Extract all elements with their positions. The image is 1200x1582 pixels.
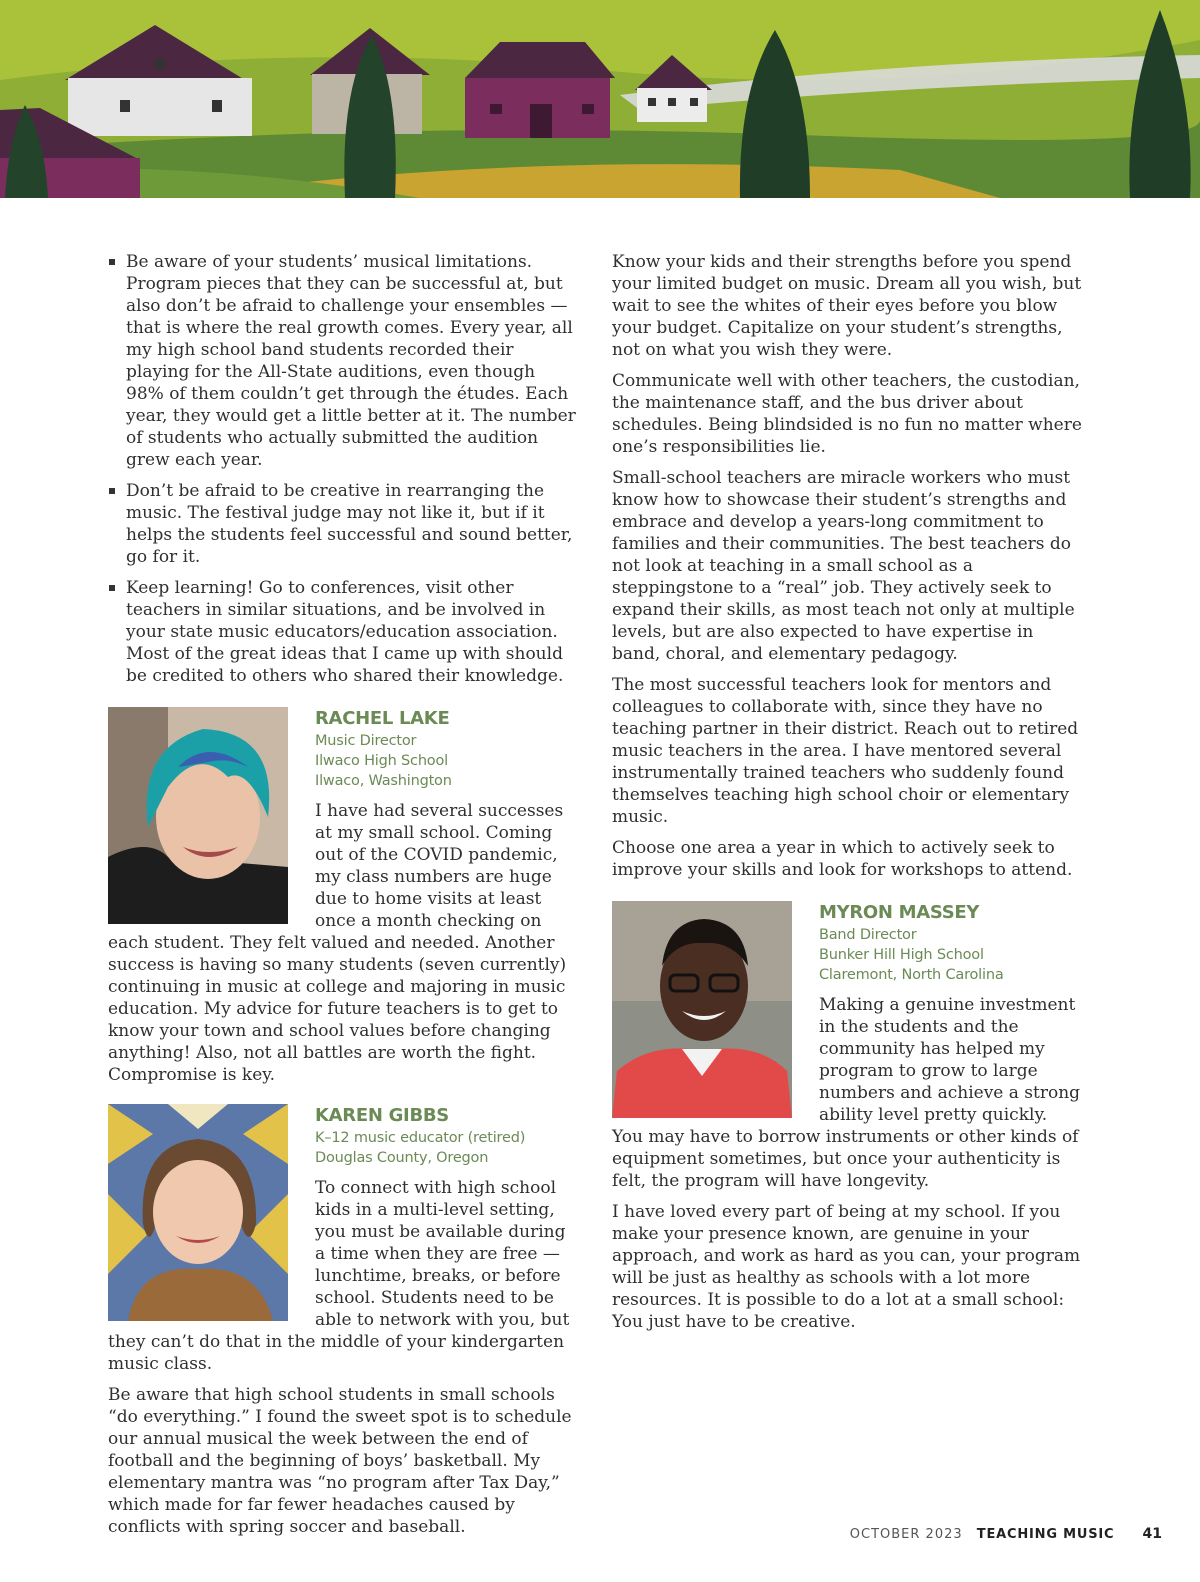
tip-item: Be aware of your students’ musical limitations. Program pieces that they can be successful at, but also don’t be afraid to challenge your ensembles — that is where the real growth comes. Every year, all my high school band students recorded their playing for the All-State auditions, even though 98% of them couldn’t get through the études. Each year, they would get a little better at it. The number of students who actually submitted the audition grew each year.: [108, 251, 578, 471]
profile-school: Bunker Hill High School: [819, 947, 984, 963]
profile-name: MYRON MASSEY: [819, 902, 980, 923]
body-paragraph: Be aware that high school students in small schools “do everything.” I found the sweet spot is to schedule our annual musical the week between the end of football and the beginning of boys’ basketball. My elementary mantra was “no program after Tax Day,” which made for far fewer headaches caused by conflicts with spring soccer and baseball.: [108, 1385, 572, 1537]
rachel-lake-photo: [108, 707, 288, 924]
karen-gibbs-photo: [108, 1104, 288, 1321]
page-number: 41: [1142, 1526, 1162, 1542]
magazine-name: TEACHING MUSIC: [976, 1527, 1115, 1542]
issue-date: OCTOBER 2023: [849, 1527, 963, 1542]
profile-title: Music Director: [315, 733, 417, 749]
profile-name: KAREN GIBBS: [315, 1105, 449, 1126]
profile-location: Claremont, North Carolina: [819, 967, 1004, 983]
body-paragraph: The most successful teachers look for mentors and colleagues to collaborate with, since they have no teaching partner in their district. Reach out to retired music teachers in the area. I have mentored several instrumentally trained teachers who suddenly found themselves teaching high school choir or elementary music.: [612, 675, 1079, 827]
profile-school: Ilwaco High School: [315, 753, 448, 769]
profile-title: Band Director: [819, 927, 917, 943]
profile-name: RACHEL LAKE: [315, 708, 450, 729]
tip-item: Don’t be afraid to be creative in rearranging the music. The festival judge may not like it, but if it helps the students feel successful and sound better, go for it.: [108, 480, 578, 568]
body-paragraph: I have had several successes at my small school. Coming out of the COVID pandemic, my class numbers are huge due to home visits at least once a month checking on each student. They felt valued and needed. Another success is having so many students (seven currently) continuing in music at college and majoring in music education. My advice for future teachers is to get to know your town and school values before changing anything! Also, not all battles are worth the fight. Compromise is key.: [108, 801, 567, 1085]
tips-list: [108, 251, 578, 687]
left-column: [108, 251, 578, 1556]
body-paragraph: Know your kids and their strengths before you spend your limited budget on music. Dream all you wish, but wait to see the whites of their eyes before you blow your budget. Capitalize on your student’s strengths, not on what you wish they were.: [612, 252, 1082, 360]
profile-location: Douglas County, Oregon: [315, 1150, 489, 1166]
profile-myron-massey: [612, 901, 1082, 1342]
profile-rachel-lake: [108, 707, 578, 1095]
body-paragraph: Choose one area a year in which to actively seek to improve your skills and look for workshops to attend.: [612, 838, 1073, 880]
profile-title: K–12 music educator (retired): [315, 1130, 526, 1146]
body-paragraph: I have loved every part of being at my school. If you make your presence known, are genuine in your approach, and work as hard as you can, your program will be just as healthy as schools with a lot more resources. It is possible to do a lot at a small school: You just have to be creative.: [612, 1202, 1081, 1332]
page-footer: [850, 1526, 1162, 1542]
body-paragraph: Making a genuine investment in the students and the community has helped my program to grow to large numbers and achieve a strong ability level pretty quickly. You may have to borrow instruments or other kinds of equipment sometimes, but once your authenticity is felt, the program will have longevity.: [612, 995, 1081, 1191]
body-paragraph: Small-school teachers are miracle workers who must know how to showcase their student’s strengths and embrace and develop a years-long commitment to families and their communities. The best teachers do not look at teaching in a small school as a steppingstone to a “real” job. They actively seek to expand their skills, as most teach not only at multiple levels, but are also expected to have expertise in band, choral, and elementary pedagogy.: [612, 468, 1075, 664]
tip-item: Keep learning! Go to conferences, visit other teachers in similar situations, and be involved in your state music educators/education association. Most of the great ideas that I came up with should be credited to others who shared their knowledge.: [108, 577, 578, 687]
profile-location: Ilwaco, Washington: [315, 773, 452, 789]
profile-karen-gibbs: [108, 1104, 578, 1547]
village-illustration: [0, 0, 1200, 198]
body-paragraph: Communicate well with other teachers, the custodian, the maintenance staff, and the bus driver about schedules. Being blindsided is no fun no matter where one’s responsibilities lie.: [612, 371, 1082, 457]
header-illustration: [0, 0, 1200, 198]
body-paragraph: To connect with high school kids in a multi-level setting, you must be available during a time when they are free — lunchtime, breaks, or before school. Students need to be able to network with you, but they can’t do that in the middle of your kindergarten music class.: [108, 1178, 570, 1374]
right-column: [612, 251, 1082, 1351]
myron-massey-photo: [612, 901, 792, 1118]
